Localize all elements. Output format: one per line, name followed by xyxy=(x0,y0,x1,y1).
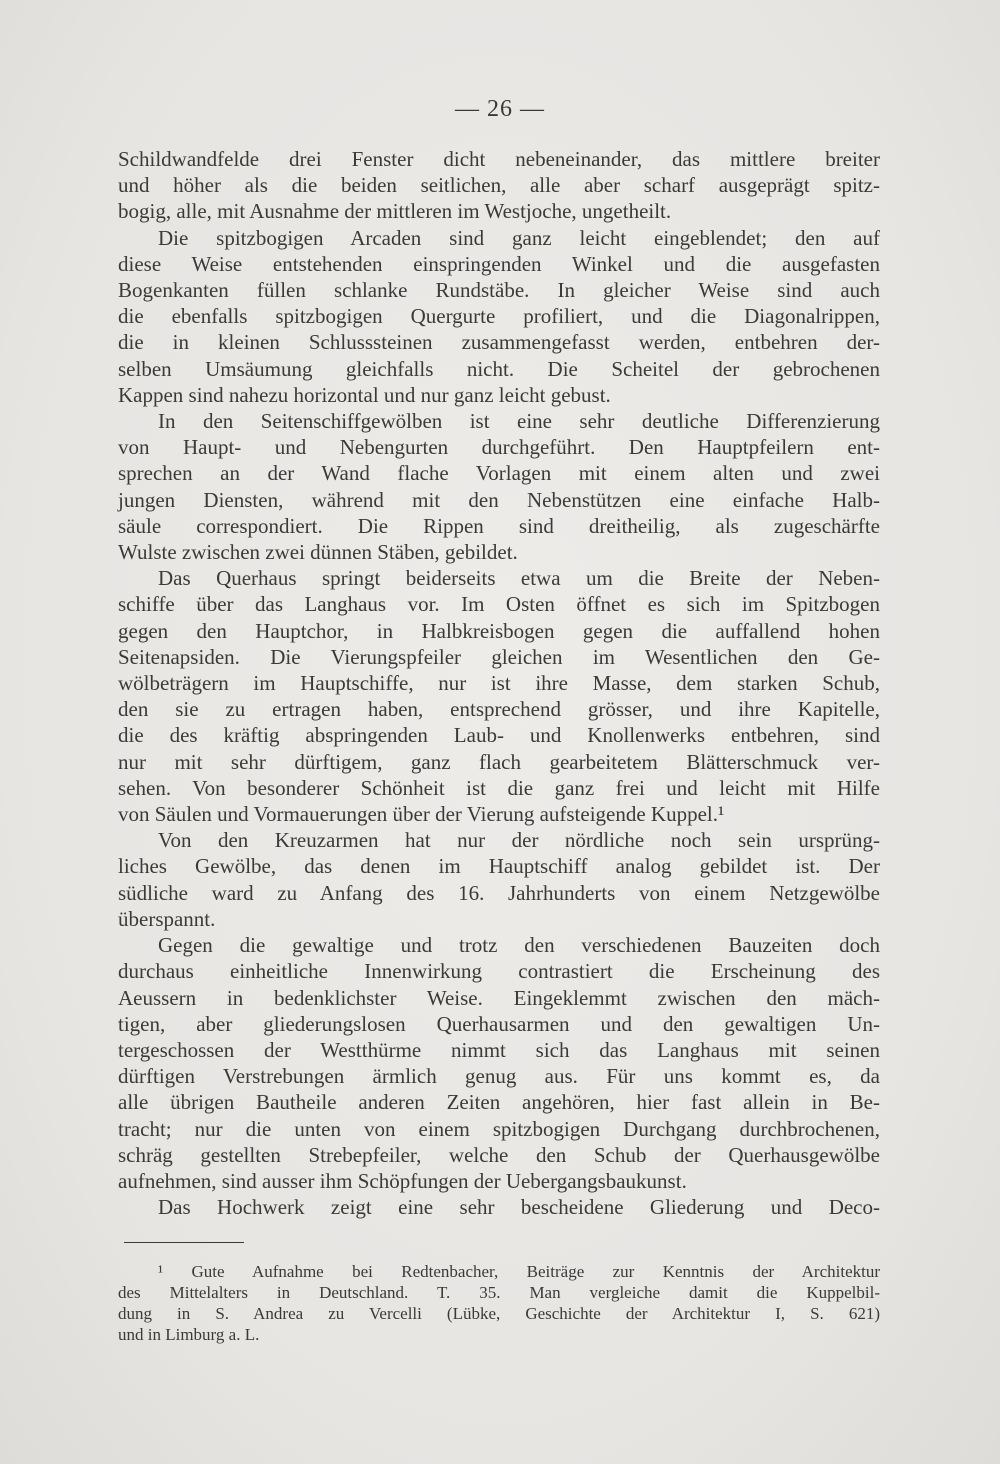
paragraph xyxy=(118,565,880,827)
footnote xyxy=(118,1261,880,1345)
text-line: alle übrigen Bautheile anderen Zeiten angehören, hier fast allein in Be- xyxy=(118,1090,880,1115)
text-line: Schildwandfelde drei Fenster dicht nebeneinander, das mittlere breiter xyxy=(118,147,880,171)
paragraph xyxy=(118,408,880,565)
text-line: den sie zu ertragen haben, entsprechend grösser, und ihre Kapitelle, xyxy=(118,697,880,722)
text-line: bogig, alle, mit Ausnahme der mittleren im Westjoche, ungetheilt. xyxy=(118,199,672,224)
text-line: von Säulen und Vormauerungen über der Vierung aufsteigende Kuppel.¹ xyxy=(118,802,725,827)
text-line: diese Weise entstehenden einspringenden Winkel und die ausgefasten xyxy=(118,251,880,276)
text-line: Das Querhaus springt beiderseits etwa um die Breite der Neben- xyxy=(158,566,880,591)
paragraph xyxy=(118,827,880,932)
text-line: Kappen sind nahezu horizontal und nur ganz leicht gebust. xyxy=(118,382,611,407)
text-line: schiffe über das Langhaus vor. Im Osten öffnet es sich im Spitzbogen xyxy=(118,592,880,617)
paragraph xyxy=(118,146,880,225)
text-line: durchaus einheitliche Innenwirkung contrastiert die Erscheinung des xyxy=(118,959,880,984)
text-line: Die spitzbogigen Arcaden sind ganz leicht eingeblendet; den auf xyxy=(158,225,880,250)
text-line: überspannt. xyxy=(118,906,216,931)
text-line: die in kleinen Schlusssteinen zusammengefasst werden, entbehren der- xyxy=(118,330,880,355)
text-line: die ebenfalls spitzbogigen Quergurte profiliert, und die Diagonalrippen, xyxy=(118,304,880,329)
footnote-line: ¹ Gute Aufnahme bei Redtenbacher, Beiträge zur Kenntnis der Architektur xyxy=(158,1262,880,1281)
text-line: jungen Diensten, während mit den Nebenstützen eine einfache Halb- xyxy=(118,487,880,512)
text-line: sprechen an der Wand flache Vorlagen mit einem alten und zwei xyxy=(118,461,880,486)
text-line: aufnehmen, sind ausser ihm Schöpfungen der Uebergangsbaukunst. xyxy=(118,1168,687,1193)
text-line: tergeschossen der Westthürme nimmt sich das Langhaus mit seinen xyxy=(118,1037,880,1062)
footnote-line: dung in S. Andrea zu Vercelli (Lübke, Geschichte der Architektur I, S. 621) xyxy=(118,1304,880,1323)
text-line: selben Umsäumung gleichfalls nicht. Die Scheitel der gebrochenen xyxy=(118,356,880,381)
text-line: und höher als die beiden seitlichen, alle aber scharf ausgeprägt spitz- xyxy=(118,173,880,198)
text-line: Seitenapsiden. Die Vierungspfeiler gleichen im Wesentlichen den Ge- xyxy=(118,644,880,669)
text-line: südliche ward zu Anfang des 16. Jahrhunderts von einem Netzgewölbe xyxy=(118,880,880,905)
paragraph xyxy=(118,225,880,408)
body-text xyxy=(118,146,880,1220)
text-line: von Haupt- und Nebengurten durchgeführt. Den Hauptpfeilern ent- xyxy=(118,435,880,460)
text-line: tracht; nur die unten von einem spitzbogigen Durchgang durchbrochenen, xyxy=(118,1116,880,1141)
text-line: Wulste zwischen zwei dünnen Stäben, gebildet. xyxy=(118,540,518,565)
footnote-line: des Mittelalters in Deutschland. T. 35. Man vergleiche damit die Kuppelbil- xyxy=(118,1283,880,1302)
text-line: die des kräftig abspringenden Laub- und Knollenwerks entbehren, sind xyxy=(118,723,880,748)
footnote-line: und in Limburg a. L. xyxy=(118,1325,260,1344)
text-line: Bogenkanten füllen schlanke Rundstäbe. In gleicher Weise sind auch xyxy=(118,278,880,303)
paragraph xyxy=(118,932,880,1194)
text-line: Aeussern in bedenklichster Weise. Eingeklemmt zwischen den mäch- xyxy=(118,985,880,1010)
text-line: tigen, aber gliederungslosen Querhausarmen und den gewaltigen Un- xyxy=(118,1011,880,1036)
text-line: säule correspondiert. Die Rippen sind dreitheilig, als zugeschärfte xyxy=(118,513,880,538)
text-line: schräg gestellten Strebepfeiler, welche den Schub der Querhausgewölbe xyxy=(118,1142,880,1167)
page-number: — 26 — xyxy=(455,96,545,122)
text-line: gegen den Hauptchor, in Halbkreisbogen gegen die auffallend hohen xyxy=(118,618,880,643)
text-line: sehen. Von besonderer Schönheit ist die ganz frei und leicht mit Hilfe xyxy=(118,775,880,800)
text-line: In den Seitenschiffgewölben ist eine sehr deutliche Differenzierung xyxy=(158,409,880,434)
text-line: liches Gewölbe, das denen im Hauptschiff analog gebildet ist. Der xyxy=(118,854,880,879)
text-line: Von den Kreuzarmen hat nur der nördliche noch sein ursprüng- xyxy=(158,828,880,853)
text-line: wölbeträgern im Hauptschiffe, nur ist ihre Masse, dem starken Schub, xyxy=(118,671,880,696)
text-line: nur mit sehr dürftigem, ganz flach gearbeitetem Blätterschmuck ver- xyxy=(118,749,880,774)
text-line: Gegen die gewaltige und trotz den verschiedenen Bauzeiten doch xyxy=(158,933,880,958)
text-line: Das Hochwerk zeigt eine sehr bescheidene Gliederung und Deco- xyxy=(158,1195,880,1220)
paragraph xyxy=(118,1194,880,1220)
text-line: dürftigen Verstrebungen ärmlich genug aus. Für uns kommt es, da xyxy=(118,1064,880,1089)
footnote-divider xyxy=(124,1242,244,1243)
